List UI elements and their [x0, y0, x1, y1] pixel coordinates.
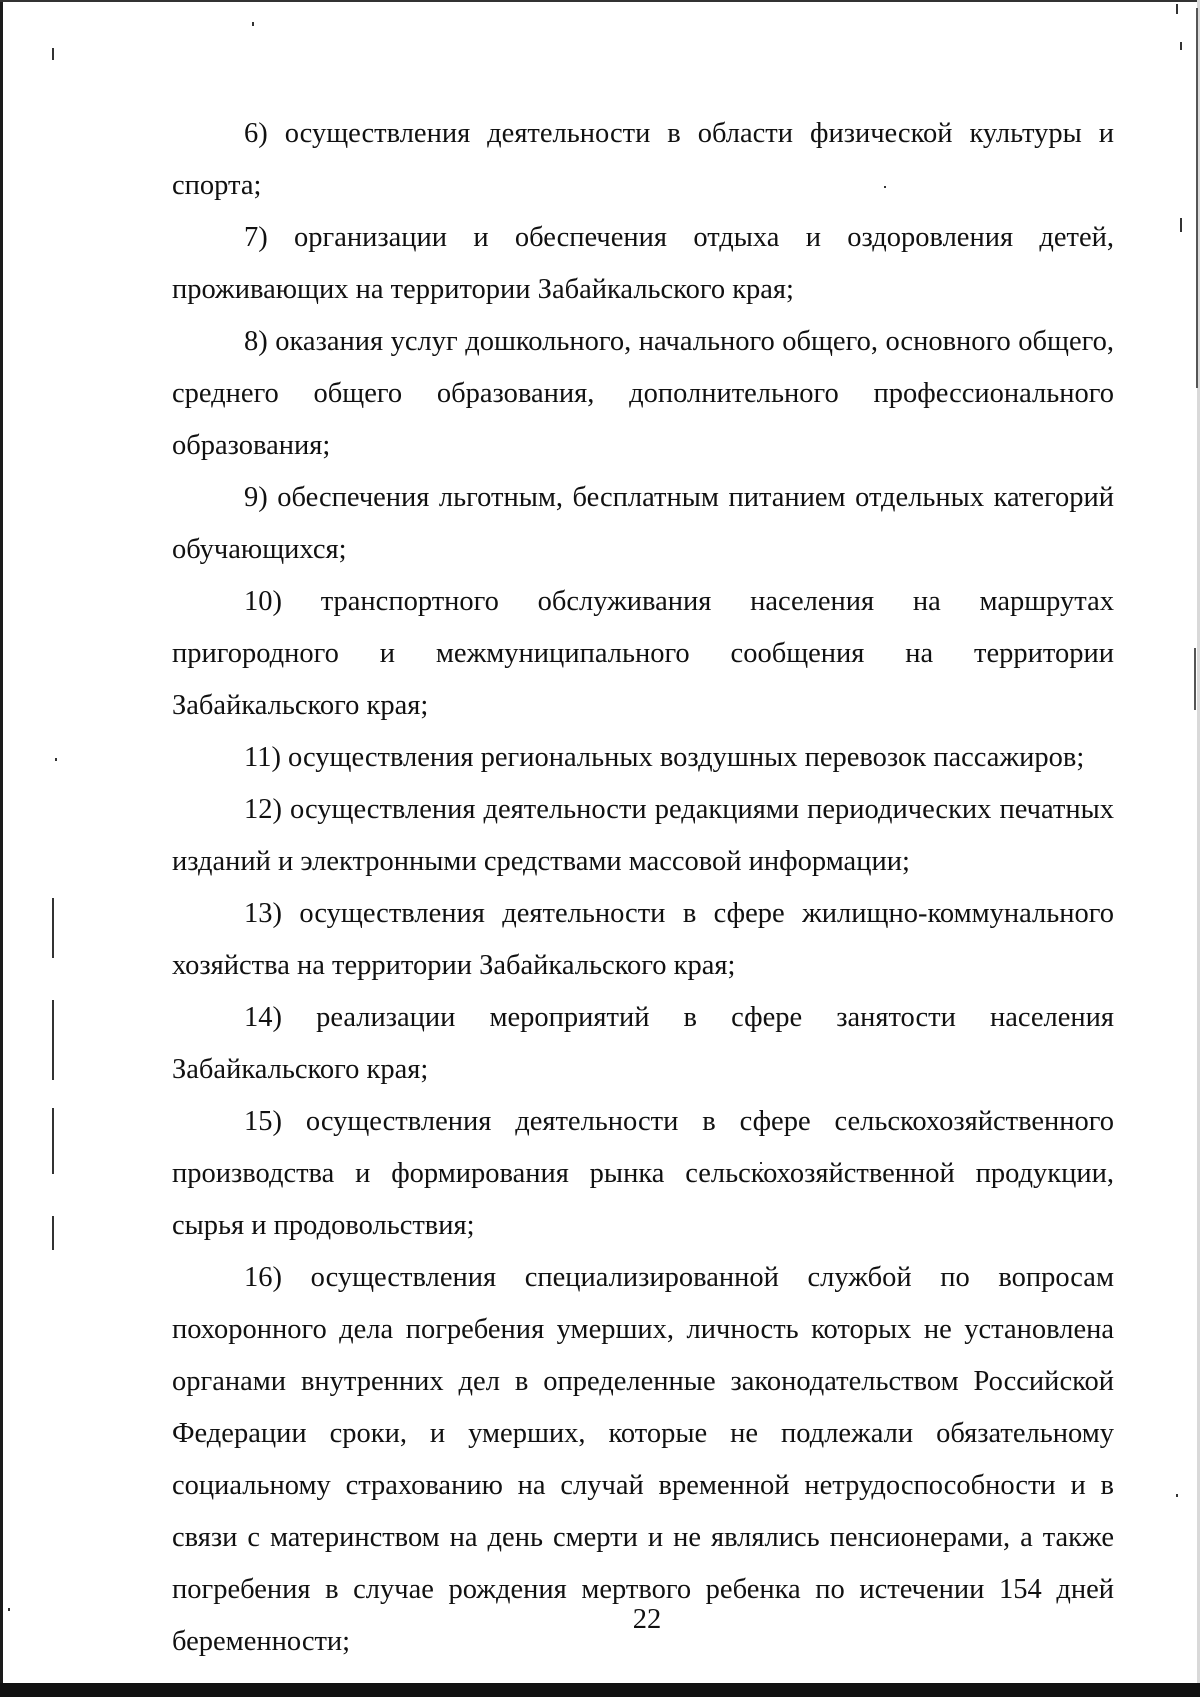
scan-speck	[52, 1108, 54, 1174]
scan-speck	[52, 898, 54, 958]
list-item-10: 10) транспортного обслуживания населения на маршрутах пригородного и межмуниципального сообщения на территории Забайкальского края;	[172, 586, 1114, 721]
scan-speck	[1194, 648, 1196, 710]
scan-speck	[52, 1000, 54, 1080]
scan-speck	[1180, 42, 1182, 50]
scan-edge-bottom	[0, 1683, 1200, 1697]
list-item-12: 12) осуществления деятельности редакциями периодических печатных изданий и электронными средствами массовой информации;	[172, 794, 1114, 877]
scan-speck	[52, 48, 54, 60]
page-number: 22	[632, 1604, 662, 1635]
scan-edge-left	[0, 0, 3, 1697]
scan-speck	[252, 22, 254, 26]
list-item-8: 8) оказания услуг дошкольного, начального общего, основного общего, среднего общего образования, дополнительного профессионального образования;	[172, 326, 1114, 461]
scan-speck	[1176, 4, 1178, 14]
list-item-14: 14) реализации мероприятий в сфере занятости населения Забайкальского края;	[172, 1002, 1114, 1085]
list-item-7: 7) организации и обеспечения отдыха и оздоровления детей, проживающих на территории Забайкальского края;	[172, 222, 1114, 305]
body-text	[172, 108, 1114, 1668]
list-item-9: 9) обеспечения льготным, бесплатным питанием отдельных категорий обучающихся;	[172, 482, 1114, 565]
list-item-15: 15) осуществления деятельности в сфере сельскохозяйственного производства и формирования рынка сельскохозяйственной продукции, сырья и продовольствия;	[172, 1106, 1114, 1241]
list-item-16: 16) осуществления специализированной службой по вопросам похоронного дела погребения умерших, личность которых не установлена органами внутренних дел в определенные законодательством Российской Федерации сроки, и умерших, которые не подлежали обязательному социальному страхованию на случай временной нетрудоспособности и в связи с материнством на день смерти и не являлись пенсионерами, а также погребения в случае рождения мертвого ребенка по истечении 154 дней беременности;	[172, 1262, 1114, 1657]
list-item-6: 6) осуществления деятельности в области физической культуры и спорта;	[172, 118, 1114, 201]
scan-speck	[1176, 1494, 1178, 1497]
list-item-13: 13) осуществления деятельности в сфере жилищно-коммунального хозяйства на территории Забайкальского края;	[172, 898, 1114, 981]
scan-speck	[1180, 218, 1182, 232]
scan-speck	[55, 758, 57, 761]
scan-speck	[1196, 8, 1198, 388]
scan-speck	[52, 1216, 54, 1250]
list-item-11: 11) осуществления региональных воздушных перевозок пассажиров;	[244, 742, 1085, 773]
scan-edge-top	[0, 0, 1200, 2]
